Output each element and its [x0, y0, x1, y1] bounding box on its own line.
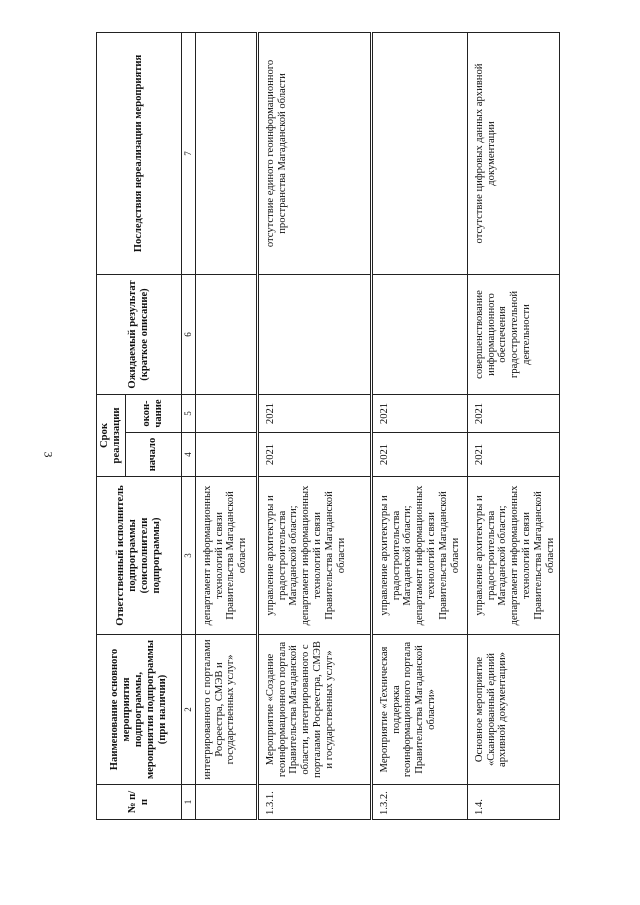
rotated-table-container: [96, 33, 556, 820]
row-end: [195, 395, 257, 433]
header-num: № п/п: [97, 785, 182, 820]
row-result: совершенствование информационного обеспечения градостроительной деятельности: [467, 275, 559, 395]
row-num: 1.3.1.: [257, 785, 371, 820]
row-name: Основное мероприятие «Сканированный единий архивной документации»: [467, 635, 559, 785]
table-row: [371, 33, 467, 820]
header-result: Ожидаемый результат (краткое описание): [97, 275, 182, 395]
row-result: [371, 275, 467, 395]
row-result: [195, 275, 257, 395]
column-number: 7: [181, 33, 195, 275]
header-executor: Ответственный исполнитель подпрограммы (соисполнители подпрограммы): [97, 477, 182, 635]
column-number-row: [181, 33, 195, 820]
page-number: 3: [41, 451, 56, 458]
row-name: Мероприятие «Создание геоинформационного портала Правительства Магаданской области, интегрированного с порталами Росреестра, СМЭВ и государственных услуг»: [257, 635, 371, 785]
row-start: 2021: [257, 433, 371, 477]
column-number: 6: [181, 275, 195, 395]
column-number: 3: [181, 477, 195, 635]
row-consequences: [371, 33, 467, 275]
row-end: 2021: [257, 395, 371, 433]
row-start: 2021: [371, 433, 467, 477]
column-number: 4: [181, 433, 195, 477]
header-end: окон-чание: [125, 395, 181, 433]
row-num: 1.4.: [467, 785, 559, 820]
row-executor: управление архитектуры и градостроительства Магаданской области; департамент информационных технологий и связи Правительства Магаданской области: [371, 477, 467, 635]
row-start: 2021: [467, 433, 559, 477]
header-name: Наименование основного мероприятия подпрограммы, мероприятия подпрограммы (при наличии): [97, 635, 182, 785]
row-end: 2021: [371, 395, 467, 433]
header-row: [97, 33, 126, 820]
row-consequences: отсутствие единого геоинформационного пространства Магаданской области: [257, 33, 371, 275]
row-consequences: [195, 33, 257, 275]
header-start: начало: [125, 433, 181, 477]
row-num: 1.3.2.: [371, 785, 467, 820]
row-name: Мероприятие «Техническая поддержка геоинформационного портала Правительства Магаданской области»: [371, 635, 467, 785]
column-number: 1: [181, 785, 195, 820]
header-consequences: Последствия нереализации мероприятия: [97, 33, 182, 275]
header-period: Срок реализации: [97, 395, 126, 477]
row-name: интегрированного с порталами Росреестра, СМЭВ и государственных услуг»: [195, 635, 257, 785]
row-start: [195, 433, 257, 477]
row-executor: департамент информационных технологий и связи Правительства Магаданской области: [195, 477, 257, 635]
row-result: [257, 275, 371, 395]
table-row: [467, 33, 559, 820]
table-row: [257, 33, 371, 820]
row-executor: управление архитектуры и градостроительства Магаданской области; департамент информационных технологий и связи Правительства Магаданской области: [257, 477, 371, 635]
row-end: 2021: [467, 395, 559, 433]
column-number: 2: [181, 635, 195, 785]
row-consequences: отсутствие цифровых данных архивной документации: [467, 33, 559, 275]
row-executor: управление архитектуры и градостроительства Магаданской области; департамент информационных технологий и связи Правительства Магаданской области: [467, 477, 559, 635]
column-number: 5: [181, 395, 195, 433]
table-row: [195, 33, 257, 820]
row-num: [195, 785, 257, 820]
activities-table: [96, 32, 560, 820]
